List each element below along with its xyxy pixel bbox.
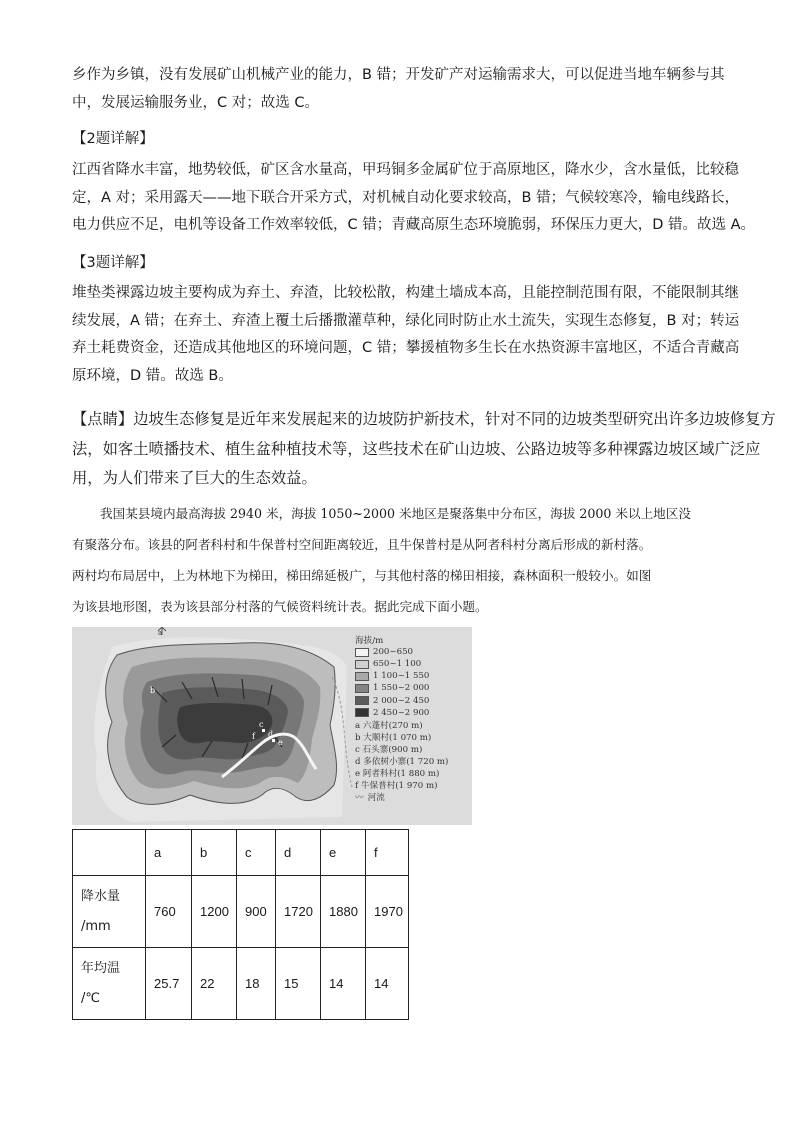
legend-river: 〰 河流	[355, 793, 385, 804]
map-label-a: a	[158, 629, 163, 637]
legend-item: 2 450~2 900	[355, 707, 448, 719]
text-line: 定，A 对；采用露天——地下联合开采方式，对机械自动化要求较高，B 错；气候较寒冷，输电线路长，	[72, 189, 740, 206]
text-line: 续发展，A 错；在弃土、弃渣上覆土后播撒灌草种，绿化同时防止水土流失，实现生态修复，B 对；转运	[72, 312, 740, 329]
text-line: 中，发展运输服务业，C 对；故选 C。	[72, 94, 319, 111]
river-icon: 〰	[355, 793, 364, 804]
legend-village: a 六蓬村(270 m)	[355, 720, 423, 731]
legend-item: 650~1 100	[355, 658, 448, 670]
table-cell: 1720	[276, 876, 321, 948]
legend-item: 200~650	[355, 646, 448, 658]
text-line: 法，如客土喷播技术、植生盆种植技术等，这些技术在矿山边坡、公路边坡等多种裸露边坡区域广泛应	[72, 439, 761, 458]
legend-swatch	[355, 684, 369, 693]
legend-item: 1 550~2 000	[355, 682, 448, 694]
map-label-f: f	[252, 732, 255, 741]
table-cell: 22	[192, 948, 237, 1020]
text-line: 用，为人们带来了巨大的生态效益。	[72, 469, 317, 487]
table-row	[73, 876, 409, 948]
text-line: 原环境，D 错。故选 B。	[72, 367, 233, 384]
table-header-cell: e	[321, 830, 366, 876]
table-cell: 1880	[321, 876, 366, 948]
q2-header: 【2题详解】	[72, 131, 154, 147]
legend-village: f 牛保普村(1 970 m)	[355, 781, 438, 792]
table-cell: 15	[276, 948, 321, 1020]
terrain-map	[72, 627, 472, 825]
legend-village: d 多依树小寨(1 720 m)	[355, 756, 449, 767]
table-row	[73, 948, 409, 1020]
map-label-b: b	[150, 686, 156, 695]
table-cell: 25.7	[146, 948, 192, 1020]
text-line: 两村均布局居中，上为林地下为梯田，梯田绵延极广，与其他村落的梯田相接，森林面积一般较小。如图	[72, 568, 652, 583]
text-line: 为该县地形图，表为该县部分村落的气候资料统计表。据此完成下面小题。	[72, 599, 488, 614]
answer-paragraph-q2	[72, 157, 756, 240]
climate-table	[72, 829, 409, 1020]
legend-swatch	[355, 648, 369, 657]
tip-paragraph	[72, 404, 776, 493]
table-cell: 14	[366, 948, 409, 1020]
answer-paragraph-q3	[72, 280, 740, 390]
legend-swatch	[355, 660, 369, 669]
table-header-row	[73, 830, 409, 876]
legend-item: 2 000~2 450	[355, 694, 448, 706]
q3-header: 【3题详解】	[72, 255, 154, 271]
row-label: 年均温 /℃	[73, 948, 146, 1020]
legend-village: e 阿者科村(1 880 m)	[355, 769, 440, 780]
table-header-cell: b	[192, 830, 237, 876]
legend-swatch	[355, 708, 369, 717]
text-line: 我国某县境内最高海拔 2940 米，海拔 1050~2000 米地区是聚落集中分布区，海拔 2000 米以上地区没	[100, 506, 691, 521]
row-label: 降水量 /mm	[73, 876, 146, 948]
text-line: 【点睛】边坡生态修复是近年来发展起来的边坡防护新技术，针对不同的边坡类型研究出许多边坡修复方	[72, 410, 776, 428]
map-label-d: d	[268, 730, 274, 739]
text-line: 弃土耗费资金，还造成其他地区的环境问题，C 错；攀援植物多生长在水热资源丰富地区，不适合青藏高	[72, 340, 740, 356]
text-line: 堆垫类裸露边坡主要构成为弃土、弃渣，比较松散，构建土墙成本高，且能控制范围有限，不能限制其继	[72, 285, 739, 301]
map-label-c: c	[259, 720, 264, 729]
table-cell: 900	[237, 876, 276, 948]
text-line: 乡作为乡镇，没有发展矿山机械产业的能力，B 错；开发矿产对运输需求大，可以促进当地车辆参与其	[72, 67, 725, 83]
table-cell: 14	[321, 948, 366, 1020]
table-cell: 1200	[192, 876, 237, 948]
table-cell: 18	[237, 948, 276, 1020]
text-line: 江西省降水丰富，地势较低，矿区含水量高，甲玛铜多金属矿位于高原地区，降水少，含水量低，比较稳	[72, 162, 739, 178]
table-header-cell	[73, 830, 146, 876]
map-legend	[355, 634, 448, 803]
table-cell: 1970	[366, 876, 409, 948]
table-cell: 760	[146, 876, 192, 948]
table-header-cell: a	[146, 830, 192, 876]
legend-item: 1 100~1 550	[355, 670, 448, 682]
text-line: 电力供应不足，电机等设备工作效率较低，C 错；青藏高原生态环境脆弱，环保压力更大，D 错。故选 A。	[72, 217, 756, 233]
legend-swatch	[355, 672, 369, 681]
question-intro	[72, 498, 728, 622]
legend-swatch	[355, 696, 369, 705]
legend-village: c 石头寨(900 m)	[355, 744, 423, 755]
table-header-cell: d	[276, 830, 321, 876]
answer-paragraph-q1-end	[72, 62, 728, 117]
legend-village: b 大顺村(1 070 m)	[355, 732, 432, 743]
map-label-e: e	[278, 738, 283, 747]
legend-title: 海拔/m	[355, 636, 384, 647]
text-line: 有聚落分布。该县的阿者科村和牛保普村空间距离较近，且牛保普村是从阿者科村分离后形成的新村落。	[72, 537, 652, 552]
table-header-cell: f	[366, 830, 409, 876]
table-header-cell: c	[237, 830, 276, 876]
